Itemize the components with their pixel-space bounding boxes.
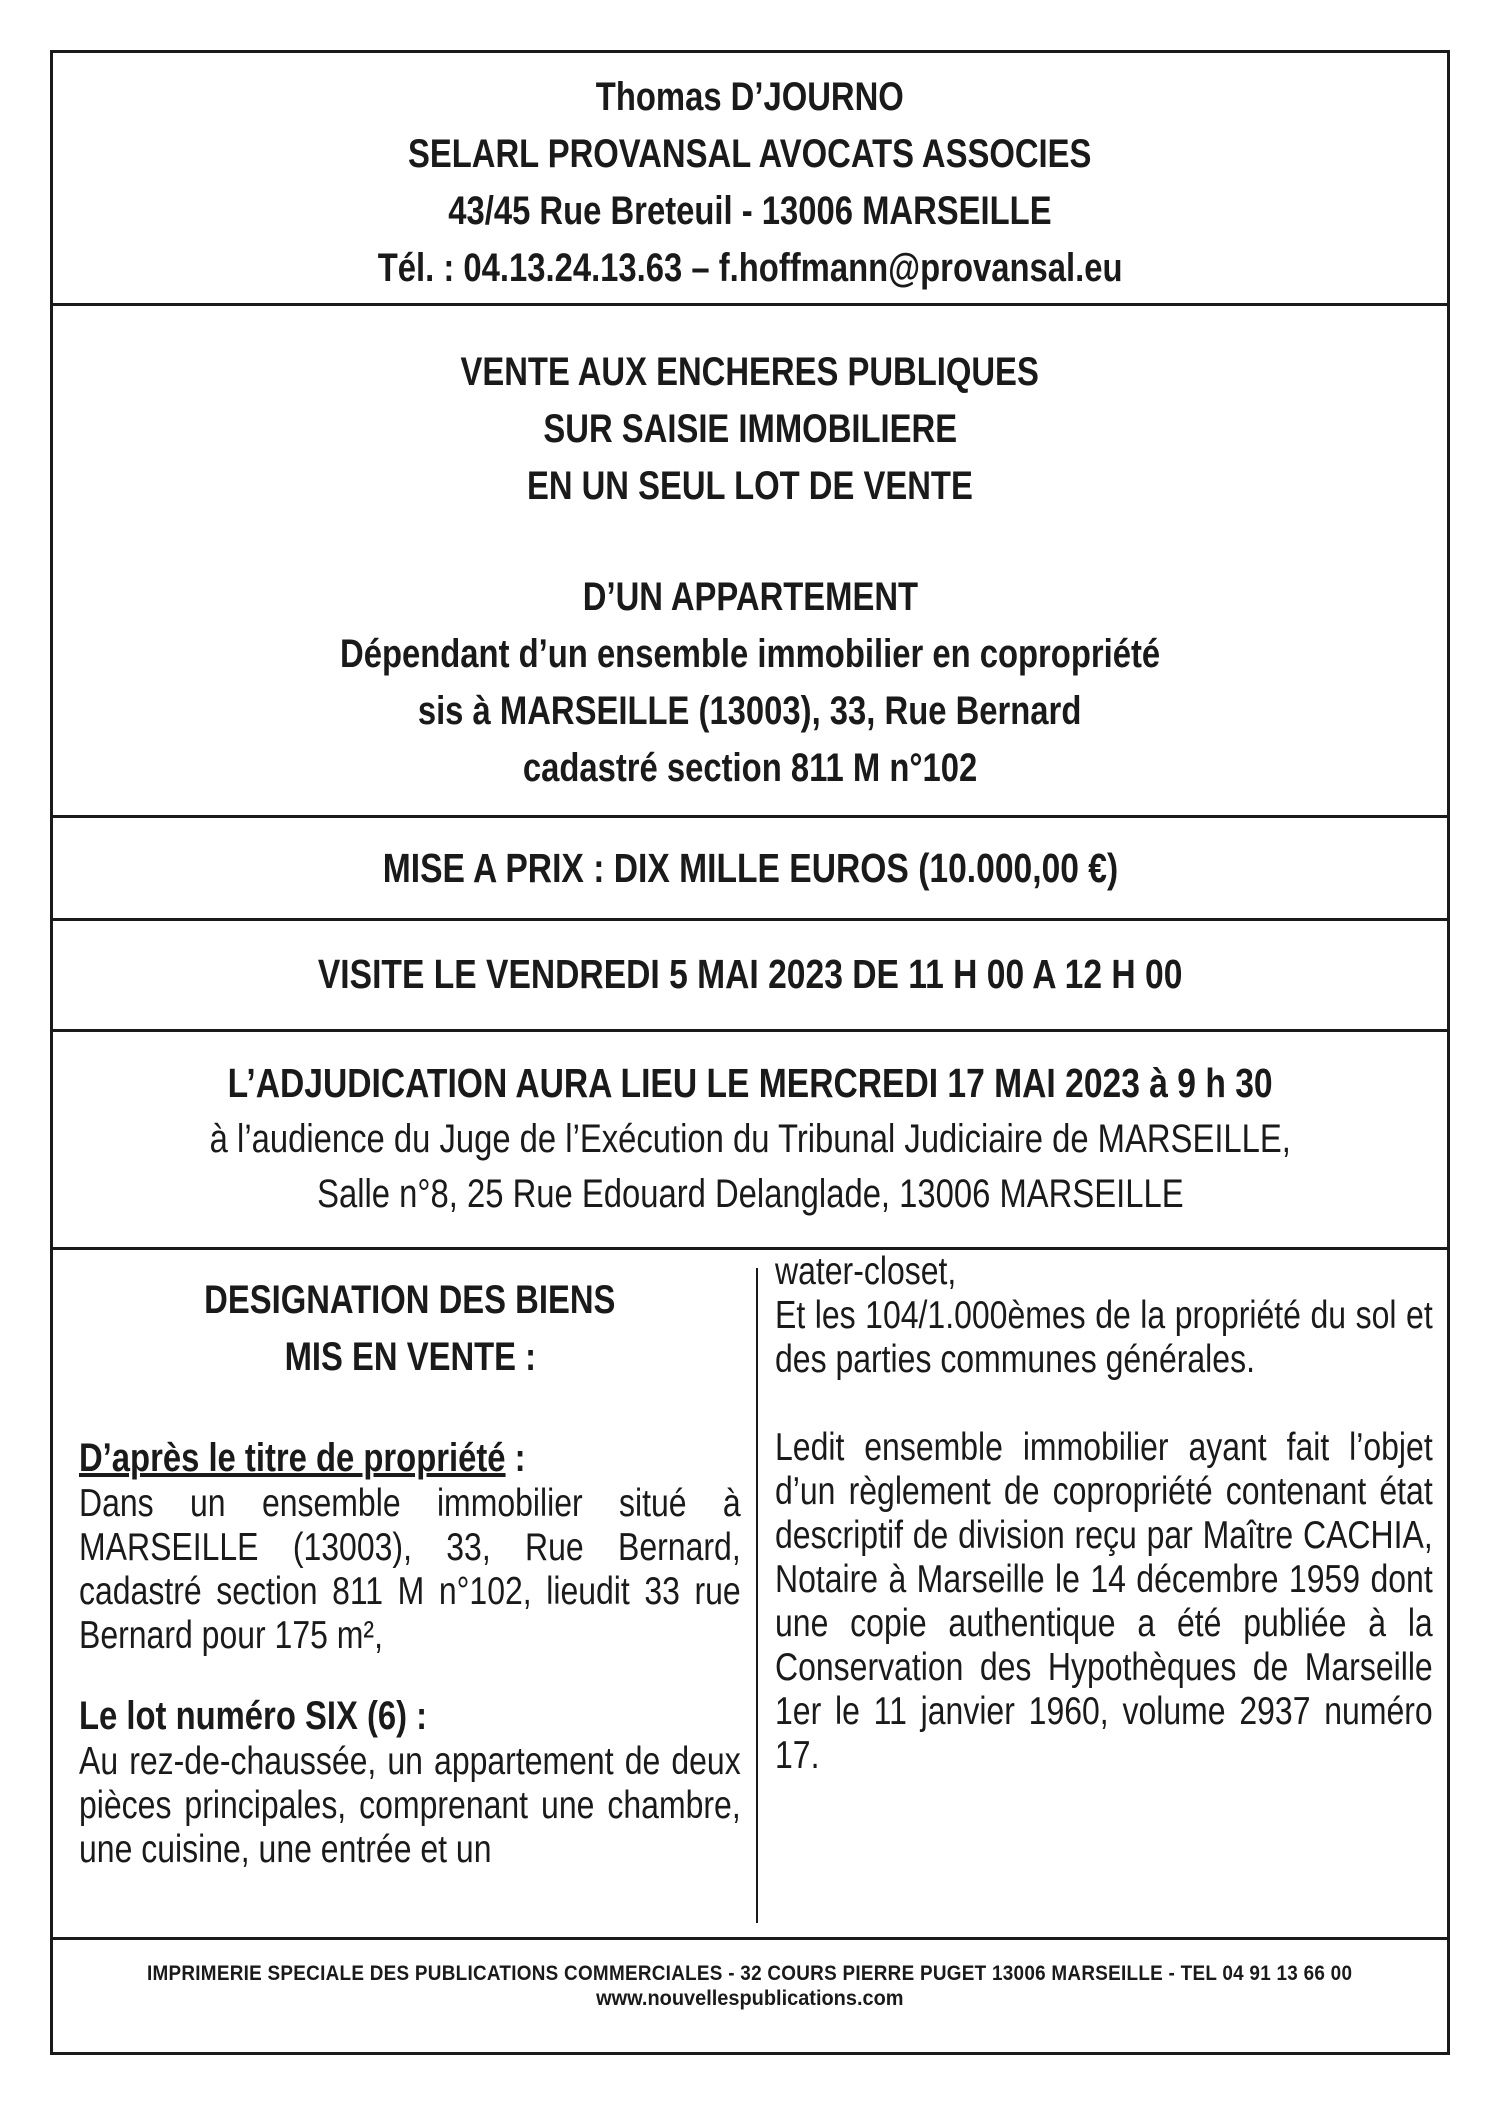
designation-section: [53, 1250, 1447, 1938]
sale-title-3: EN UN SEUL LOT DE VENTE: [527, 464, 973, 508]
title-deed-heading-label: D’après le titre de propriété: [79, 1436, 506, 1480]
property-description: Dépendant d’un ensemble immobilier en copropriété: [339, 632, 1161, 676]
printer-website: www.nouvellespublications.com: [596, 1987, 904, 2010]
regulation-text: Ledit ensemble immobilier ayant fait l’objet d’un règlement de copropriété contenant état descriptif de division reçu par Maître CACHIA, Notaire à Marseille le 14 décembre 1959 dont une copie authentique a été publiée à la Conservation des Hypothèques de Marseille 1er le 11 janvier 1960, volume 2937 numéro 17.: [775, 1426, 1433, 1777]
shares-text: Et les 104/1.000èmes de la propriété du sol et des parties communes générales.: [775, 1294, 1433, 1381]
lot-text: Au rez-de-chaussée, un appartement de deux pièces principales, comprenant une chambre, une cuisine, une entrée et un: [79, 1740, 741, 1871]
lawyer-header: [53, 53, 1447, 306]
law-firm-address: 43/45 Rue Breteuil - 13006 MARSEILLE: [448, 189, 1052, 233]
starting-price: [53, 818, 1447, 921]
law-firm-contact: Tél. : 04.13.24.13.63 – f.hoffmann@provansal.eu: [377, 246, 1123, 290]
title-deed-heading-colon: :: [505, 1436, 526, 1480]
adjudication-title: L’ADJUDICATION AURA LIEU LE MERCREDI 17 MAI 2023 à 9 h 30: [227, 1060, 1273, 1106]
designation-right-column: [775, 1250, 1433, 1778]
printer-footer: [53, 1937, 1447, 2052]
sale-title-1: VENTE AUX ENCHERES PUBLIQUES: [460, 350, 1040, 394]
designation-title-2: MIS EN VENTE :: [284, 1335, 536, 1379]
starting-price-text: MISE A PRIX : DIX MILLE EUROS (10.000,00 €): [382, 845, 1118, 891]
adjudication-room: Salle n°8, 25 Rue Edouard Delanglade, 13006 MARSEILLE: [316, 1172, 1184, 1216]
title-deed-text: Dans un ensemble immobilier situé à MARSEILLE (13003), 33, Rue Bernard, cadastré section 811 M n°102, lieudit 33 rue Bernard pour 175 m²,: [79, 1482, 741, 1657]
designation-left-column: [79, 1250, 741, 1872]
sale-description: [53, 306, 1447, 818]
law-firm-name: SELARL PROVANSAL AVOCATS ASSOCIES: [408, 132, 1092, 176]
adjudication-info: [53, 1032, 1447, 1250]
property-type: D’UN APPARTEMENT: [582, 575, 918, 619]
designation-title-1: DESIGNATION DES BIENS: [204, 1278, 616, 1322]
column-divider: [756, 1268, 758, 1923]
visit-text: VISITE LE VENDREDI 5 MAI 2023 DE 11 H 00 A 12 H 00: [317, 951, 1183, 997]
visit-info: [53, 921, 1447, 1032]
lot-paragraph: [79, 1740, 741, 1872]
lot-continuation: [775, 1250, 1433, 1294]
property-cadastre: cadastré section 811 M n°102: [522, 746, 978, 790]
shares-paragraph: [775, 1294, 1433, 1382]
regulation-paragraph: [775, 1426, 1433, 1778]
title-deed-heading: [79, 1434, 622, 1482]
title-deed-paragraph: [79, 1482, 741, 1658]
property-address: sis à MARSEILLE (13003), 33, Rue Bernard: [418, 689, 1082, 733]
adjudication-court: à l’audience du Juge de l’Exécution du Tribunal Judiciaire de MARSEILLE,: [209, 1117, 1291, 1161]
lot-text-continued: water-closet,: [775, 1250, 957, 1293]
lawyer-name: Thomas D’JOURNO: [595, 75, 904, 119]
notice-frame: [50, 50, 1450, 2055]
printer-address: IMPRIMERIE SPECIALE DES PUBLICATIONS COMMERCIALES - 32 COURS PIERRE PUGET 13006 MARSEILLE - TEL 04 91 13 66 00: [147, 1962, 1353, 1985]
lot-heading: Le lot numéro SIX (6) :: [79, 1694, 428, 1738]
sale-title-2: SUR SAISIE IMMOBILIERE: [543, 407, 957, 451]
